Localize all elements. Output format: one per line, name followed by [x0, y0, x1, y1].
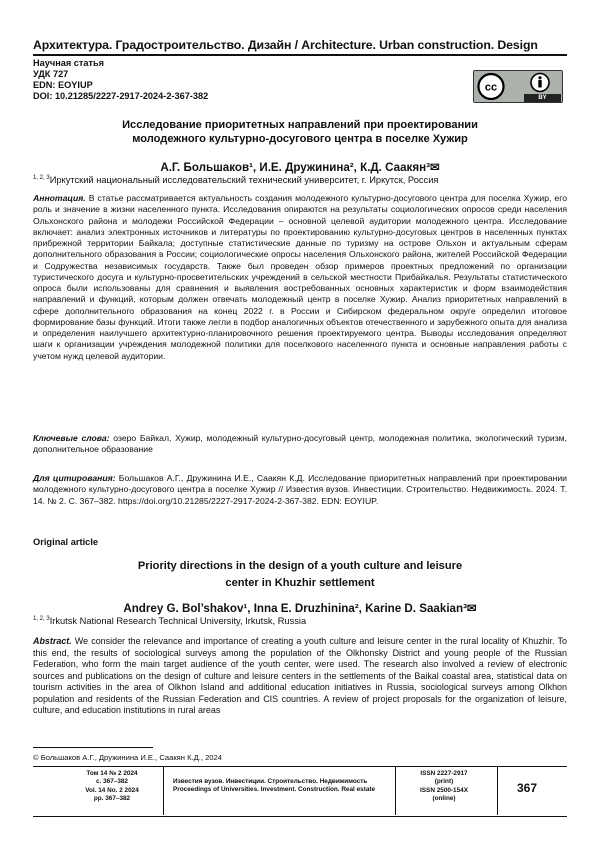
en-authors: Andrey G. Bol’shakov¹, Inna E. Druzhinina², Karine D. Saakian³✉	[123, 602, 477, 615]
copyright: © Большаков А.Г., Дружинина И.Е., Саакян К.Д., 2024	[33, 753, 222, 762]
ru-keywords-label: Ключевые слова:	[33, 433, 110, 443]
article-page	[33, 0, 567, 848]
en-abstract: Abstract. We consider the relevance and importance of creating a youth culture and leisure center in the rural locality of Khuzhir. To this end, the results of sociological surveys among the population of the Olkhonsky District and young people of the Russian Federation, who form the main target audience of the youth center, were used. The research also involved a review of electronic sources and publications on the design of culture and leisure centers in the settlements of the Baikal coastal area, statistical data on tourism activities in the area of Olkhon Island and additional education initiatives in Russia, sociological surveys among Olkhon population and residents of the Russian Federation and CIS countries. A review of project proposals for the organization of leisure, culture, and education institutions in rural areas	[33, 636, 568, 715]
ru-affiliation: $^{1, 2, 3}$Иркутский национальный исследовательский технический университет, г. Иркутск, Россия	[33, 175, 439, 186]
article-meta	[33, 58, 208, 102]
footer-separator	[163, 767, 164, 815]
footnote-rule	[33, 747, 153, 748]
journal-header: Архитектура. Градостроительство. Дизайн / Architecture. Urban construction. Design	[33, 38, 538, 52]
article-type: Научная статья	[33, 58, 104, 68]
en-affiliation: $^{1, 2, 3}$Irkutsk National Research Technical University, Irkutsk, Russia	[33, 616, 307, 627]
footer-bottom-rule	[33, 816, 567, 817]
original-article-label: Original article	[33, 537, 99, 547]
footer-separator	[497, 767, 498, 815]
en-article-title: Priority directions in the design of a youth culture and leisure center in Khuzhir settlement	[137, 560, 463, 589]
ru-citation-label: Для цитирования:	[33, 473, 116, 483]
footer-issn: ISSN 2227-2917 (print) ISSN 2500-154X (online)	[420, 770, 468, 803]
ru-abstract-label: Аннотация.	[33, 193, 86, 203]
edn: EDN: EOYIUP	[33, 80, 93, 90]
by-label: BY	[524, 94, 561, 102]
ru-authors: А.Г. Большаков¹, И.Е. Дружинина², К.Д. Саакян³✉	[160, 161, 440, 174]
footer-separator	[395, 767, 396, 815]
footer-journal-name: Известия вузов. Инвестиции. Строительство. Недвижимость Proceedings of Universities. Investment. Construction. Real estate	[173, 778, 376, 794]
udk: УДК 727	[33, 69, 69, 79]
ru-keywords: Ключевые слова: озеро Байкал, Хужир, молодежный культурно-досуговый центр, молодежная политика, экологический туризм, дополнительное образование	[33, 433, 567, 455]
ru-article-title: Исследование приоритетных направлений при проектировании молодежного культурно-досугового центра в поселке Хужир	[122, 119, 478, 145]
ru-citation: Для цитирования: Большаков А.Г., Дружинина И.Е., Саакян К.Д. Исследование приоритетных направлений при проектировании молодежного культурно-досугового центра в поселке Хужир // Известия вузов. Инвестиции. Строительство. Недвижимость. 2024. Т. 14. № 2. С. 367–382. https://doi.org/10.21285/2227-2917-2024-2-367-382. EDN: EOYIUP.	[33, 473, 567, 506]
footer-top-rule	[33, 766, 567, 767]
ru-abstract: Аннотация. В статье рассматривается актуальность создания молодежного культурно-досугового центра для поселка Хужир, его роль и значение в жизни населенного пункта. Исследования опираются на результаты социологических опросов среди населения Ольхонского района и молодежи Российской Федерации – основной целевой аудитории молодежного центра. Исследование включает: анализ электронных источников и литературы по проектированию культурно-досуговых центров в населенных пунктах прибрежной территории Байкала; доступные статистические данные по туризму на острове Ольхон и актуальным сферам дополнительного образования в России; социологические опросы населения Ольхонского района, жителей Российской Федерации и Содружества независимых государств. Также был проведен обзор примеров проектных предложений по организации туристического досуга и культурно-просветительских учреждений в сельской местности Прибайкалья. Результаты статистического опроса были использованы для сравнения и выявления востребованных основных характеристик и форм взаимодействия направлений и функций, которым должен отвечать молодежный центр в поселке Хужир. Анализ приоритетных направлений в сфере дополнительного образования на конец 2022 г. в России и Сибирском федеральном округе определил итоговое формирование базы функций. Итоги также легли в подбор аналогичных объектов отечественного и зарубежного опыта для анализа и определения наилучшего архитектурно-планировочного решения проектируемого центра. Выводы исследования определяют шаги к организации учреждения молодежной политики для поселкового населенного пункта и основные направления работы с учетом нужд целевой аудитории.	[33, 193, 567, 361]
svg-text:cc: cc	[484, 81, 498, 94]
footer-volume-info: Том 14 № 2 2024 с. 367–382 Vol. 14 No. 2 2024 pp. 367–382	[85, 770, 139, 803]
page-number: 367	[517, 781, 538, 795]
cc-by-license-badge[interactable]	[473, 70, 563, 103]
doi[interactable]: DOI: 10.21285/2227-2917-2024-2-367-382	[33, 91, 209, 101]
header-rule	[33, 54, 567, 56]
en-abstract-label: Abstract.	[33, 636, 72, 646]
